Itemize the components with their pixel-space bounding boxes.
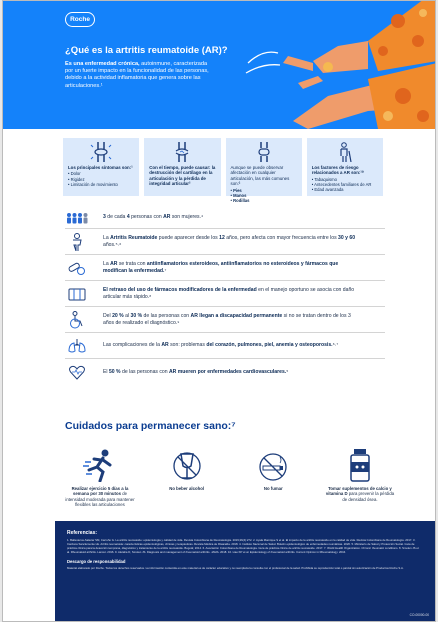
care-text: Tomar suplementos de calcio y vitamina D para prevenir la pérdida de densidad ósea. bbox=[325, 486, 395, 502]
card-list bbox=[312, 177, 378, 193]
knee-joint-icon bbox=[68, 142, 134, 162]
list-item bbox=[65, 229, 385, 255]
care-text: No fumar bbox=[263, 486, 283, 491]
page-title: ¿Qué es la artritis reumatoide (AR)? bbox=[65, 45, 228, 56]
damaged-joint-icon bbox=[149, 142, 215, 162]
elderly-person-icon bbox=[312, 142, 378, 162]
lungs-icon bbox=[65, 337, 89, 355]
card-list bbox=[231, 188, 297, 204]
stat-text: La Artritis Reumatoide puede aparecer desde los 12 años, pero afecta con mayor frecuencia entre los 30 y 60 años.⁵˒⁶ bbox=[103, 234, 356, 248]
card-list bbox=[68, 171, 134, 187]
hero-banner bbox=[3, 1, 436, 129]
list-item bbox=[65, 281, 385, 307]
pill-box-icon bbox=[65, 285, 89, 303]
list-item bbox=[65, 333, 385, 359]
list-item bbox=[65, 307, 385, 333]
disclaimer-text: Material elaborado por Roche. Todos los derechos reservados. La información contenida en este material es de carácter educativo y no reemplaza la consulta con el profesional de la salud. Prohibida su reproducción total o parcial sin autorización de Productos Roche S.A. bbox=[67, 566, 404, 570]
list-item: • Limitación de movimiento bbox=[68, 182, 134, 187]
care-item-alcohol bbox=[152, 446, 222, 518]
list-item: • Rodillas bbox=[231, 198, 297, 203]
card-risk bbox=[307, 138, 383, 196]
list-item: • Tabaquismo bbox=[312, 177, 378, 182]
heart-icon bbox=[65, 363, 89, 381]
card-title: Los principales síntomas son:¹ bbox=[68, 165, 133, 170]
list-item: • Edad avanzada bbox=[312, 187, 378, 192]
list-item: • Rigidez bbox=[68, 177, 134, 182]
stats-list bbox=[65, 207, 385, 385]
list-item: • Pies bbox=[231, 188, 297, 193]
disclaimer-heading: Descargo de responsabilidad bbox=[67, 559, 126, 564]
card-joints bbox=[226, 138, 302, 204]
person-icon bbox=[65, 233, 89, 251]
people-icon bbox=[65, 209, 89, 227]
joint-icon bbox=[231, 142, 297, 162]
list-item bbox=[65, 255, 385, 281]
no-alcohol-icon bbox=[152, 446, 222, 482]
pills-icon bbox=[65, 259, 89, 277]
care-item-exercise bbox=[65, 446, 135, 518]
document-code: CO-00000-00 bbox=[409, 613, 429, 617]
stat-text: 3 de cada 4 personas con AR son mujeres.⁴ bbox=[103, 214, 204, 221]
care-items bbox=[65, 446, 395, 518]
care-item-smoking bbox=[238, 446, 308, 518]
list-item: • Manos bbox=[231, 193, 297, 198]
care-title: Cuidados para permanecer sano:⁷ bbox=[65, 420, 236, 432]
care-text: No beber alcohol bbox=[169, 486, 205, 491]
supplement-bottle-icon bbox=[325, 446, 395, 482]
card-damage bbox=[144, 138, 220, 196]
list-item bbox=[65, 359, 385, 385]
care-text: Realizar ejercicio 5 días a la semana por 30 minutos de intensidad moderada para mantener flexibles las articulaciones bbox=[65, 486, 135, 507]
card-title: Los factores de riesgo relacionados a AR son:¹⁰ bbox=[311, 165, 364, 176]
stat-text: La AR se trata con antiinflamatorios esteroideos, antiinflamatorios no esteroideos y fármacos que modifican la enfermedad.⁷ bbox=[103, 260, 339, 274]
references-heading: Referencias: bbox=[67, 530, 98, 536]
references-footer bbox=[55, 521, 436, 622]
roche-logo: Roche bbox=[65, 12, 95, 27]
hero-description: Es una enfermedad crónica, autoinmune, caracterizada por un fuerte impacto en la funcionalidad de las personas, debido a la actividad inflamatoria que genera sobre las articulaciones.¹ bbox=[65, 61, 209, 89]
care-item-supplements bbox=[325, 446, 395, 518]
card-title: Aunque se puede observar afectación en cualquier articulación, las más comunes son:³ bbox=[230, 165, 290, 187]
info-cards bbox=[63, 138, 383, 204]
no-smoking-icon bbox=[238, 446, 308, 482]
card-symptoms bbox=[63, 138, 139, 196]
hands-illustration bbox=[218, 1, 436, 129]
list-item: • Antecedentes familiares de AR bbox=[312, 182, 378, 187]
wheelchair-icon bbox=[65, 311, 89, 329]
references-text: 1. Ballesteros-Salazar SM, Carreño G. La artritis reumatoide: epidemiología y calidad de vida. Revista Colombiana de Reumatología. 2019;26(4):272. 2. Ayala Manrique S et al. El impacto de la artritis reumatoide en la calidad de vida. Revista Colombiana de Reumatología. 2017. 3. Cardona Sanclemente LE. Artritis reumatoide: características epidemiológicas, clínicas y terapéuticas. Revista Médica de Risaralda. 2018. 4. Instituto Nacional de Salud. Boletín epidemiológico de enfermedades reumáticas. 2020. 5. Ministerio de Salud y Protección Social. Guía de práctica clínica para la detección temprana, diagnóstico y tratamiento de la artritis reumatoide. Bogotá; 2014. 6. Asociación Colombiana de Reumatología. Guía de práctica clínica de artritis reumatoide. 2017. 7. World Health Organization. Chronic rheumatic conditions. 8. Smolen JS et al. Rheumatoid arthritis. Lancet. 2016. 9. Aletaha D, Smolen JS. Diagnosis and management of rheumatoid arthritis. JAMA. 2018. 10. Liao KP et al. Epidemiology of rheumatoid arthritis. Current Opinion in Rheumatology. 2016. bbox=[67, 538, 419, 554]
stat-text: Las complicaciones de la AR son: problemas del corazón, pulmones, piel, anemia y osteoporosis.⁶˒⁷ bbox=[103, 342, 339, 349]
stat-text: El 50 % de las personas con AR mueren por enfermedades cardiovasculares.⁵ bbox=[103, 368, 289, 375]
infographic-page bbox=[2, 0, 436, 622]
stat-text: Del 20 % al 30 % de las personas con AR llegan a discapacidad permanente si no se tratan dentro de los 3 años de realizado el diagnóstico.⁹ bbox=[103, 312, 351, 326]
stat-text: El retraso del uso de fármacos modificadores de la enfermedad en el manejo oportuno se asocia con daño articular más rápido.⁸ bbox=[103, 286, 355, 300]
card-title: Con el tiempo, puede causar: la destrucción del cartílago en la articulación y la pérdida de integridad articular² bbox=[149, 165, 216, 187]
list-item: • Dolor bbox=[68, 171, 134, 176]
list-item bbox=[65, 207, 385, 229]
runner-icon bbox=[65, 446, 135, 482]
